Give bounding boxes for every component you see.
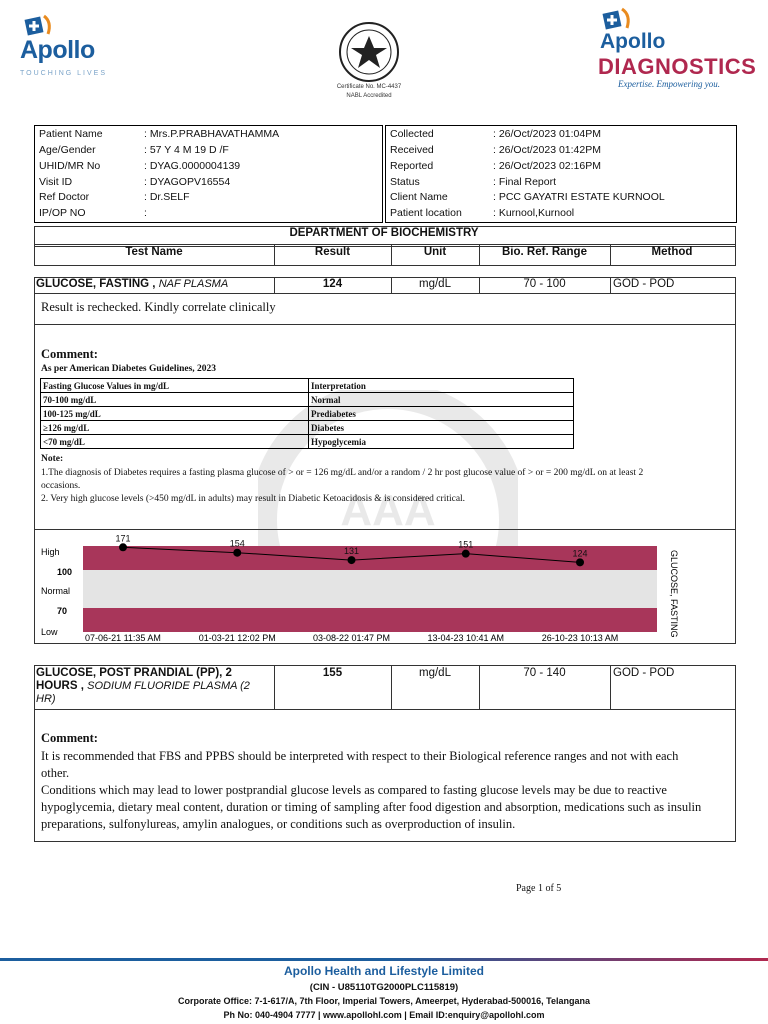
range-pp: 70 - 140 — [523, 667, 566, 679]
apollo-tagline: TOUCHING LIVES — [20, 70, 107, 77]
table-row — [41, 379, 574, 393]
label-visit-id: Visit ID — [39, 176, 73, 188]
diag-apollo-word: Apollo — [600, 30, 666, 53]
value-age-gender: : 57 Y 4 M 19 D /F — [144, 144, 229, 156]
data-point — [119, 543, 127, 551]
comment2-line: It is recommended that FBS and PPBS should be interpreted with respect to their Biological reference ranges and not with each — [41, 749, 679, 763]
note-1: 1.The diagnosis of Diabetes requires a fasting plasma glucose of > or = 126 mg/dL and/or a random / 2 hr post glucose value of > or = 200 mg/dL on at least 2 — [41, 468, 644, 478]
diag-tagline: Expertise. Empowering you. — [618, 79, 720, 89]
comment1-title: Comment: — [41, 347, 98, 361]
label-high: High — [41, 547, 60, 557]
label-ref-doctor: Ref Doctor — [39, 191, 90, 203]
glucose-trend-chart — [35, 530, 735, 642]
result-fasting: 124 — [322, 278, 343, 290]
band-normal — [83, 570, 657, 608]
test-name-fasting-text: GLUCOSE, FASTING , — [36, 278, 156, 290]
unit-fasting: mg/dL — [419, 278, 451, 290]
value-visit-id: : DYAGOPV16554 — [144, 176, 231, 188]
data-point — [348, 556, 356, 564]
value-ip-op: : — [144, 207, 147, 219]
footer-company: Apollo Health and Lifestyle Limited — [283, 964, 485, 978]
footer-contact: Ph No: 040-4904 7777 | www.apollohl.com | Email ID:enquiry@apollohl.com — [223, 1010, 545, 1020]
fasting-remark: Result is rechecked. Kindly correlate clinically — [41, 300, 276, 314]
nabl-accredited: NABL Accredited — [346, 93, 392, 99]
method-fasting: GOD - POD — [613, 278, 675, 290]
col-method: Method — [651, 246, 693, 258]
table-cell: Interpretation — [309, 379, 574, 393]
band-low — [83, 608, 657, 632]
range-fasting: 70 - 100 — [523, 278, 566, 290]
specimen-pp: SODIUM FLUORIDE PLASMA (2 — [87, 680, 250, 692]
value-collected: : 26/Oct/2023 01:04PM — [493, 128, 601, 140]
table-cell: 70-100 mg/dL — [41, 393, 309, 407]
note-2: 2. Very high glucose levels (>450 mg/dL in adults) may result in Diabetic Ketoacidosis & is considered critical. — [41, 494, 466, 504]
test-name-pp — [36, 667, 272, 706]
label-patient-name: Patient Name — [39, 128, 103, 140]
value-reported: : 26/Oct/2023 02:16PM — [493, 160, 601, 172]
value-status: : Final Report — [493, 176, 557, 188]
label-client-name: Client Name — [390, 191, 448, 203]
table-cell: 100-125 mg/dL — [41, 407, 309, 421]
department-title: DEPARTMENT OF BIOCHEMISTRY — [289, 227, 479, 239]
value-client-name: : PCC GAYATRI ESTATE KURNOOL — [493, 191, 665, 203]
table-row — [41, 407, 574, 421]
data-label: 131 — [343, 546, 360, 557]
svg-text:AAA: AAA — [340, 486, 436, 535]
comment1-subtitle: As per American Diabetes Guidelines, 2023 — [41, 364, 217, 374]
specimen-pp-2: HR) — [36, 693, 56, 705]
data-point — [462, 550, 470, 558]
x-tick-label: 07-06-21 11:35 AM — [85, 633, 161, 642]
label-100: 100 — [57, 567, 73, 577]
nabl-certificate: Certificate No. MC-4437 — [336, 84, 402, 90]
label-reported: Reported — [390, 160, 434, 172]
col-range: Bio. Ref. Range — [502, 246, 587, 258]
value-patient-location: : Kurnool,Kurnool — [493, 207, 575, 219]
footer-office: Corporate Office: 7-1-617/A, 7th Floor, Imperial Towers, Ameerpet, Hyderabad-500016, Telangana — [178, 996, 590, 1006]
comment2-line: other. — [41, 766, 70, 780]
label-age-gender: Age/Gender — [39, 144, 96, 156]
x-tick-label: 13-04-23 10:41 AM — [427, 633, 505, 642]
label-status: Status — [390, 176, 420, 188]
specimen-fasting: NAF PLASMA — [158, 278, 229, 290]
col-unit: Unit — [423, 246, 447, 258]
data-point — [233, 549, 241, 557]
apollo-diagnostics-logo — [596, 6, 761, 96]
value-uhid: : DYAG.0000004139 — [144, 160, 241, 172]
value-received: : 26/Oct/2023 01:42PM — [493, 144, 601, 156]
label-low: Low — [41, 627, 58, 637]
test-name-pp-text2: HOURS , — [36, 680, 84, 692]
table-cell: Normal — [309, 393, 574, 407]
apollo-wordmark: Apollo — [20, 36, 95, 64]
label-uhid: UHID/MR No — [39, 160, 101, 172]
test-name-fasting — [36, 278, 228, 290]
label-normal: Normal — [41, 586, 71, 596]
col-test-name: Test Name — [125, 246, 183, 258]
x-tick-label: 03-08-22 01:47 PM — [312, 633, 391, 642]
test-name-pp-text: GLUCOSE, POST PRANDIAL (PP), 2 — [36, 667, 232, 679]
diag-diagnostics-word: DIAGNOSTICS — [598, 54, 757, 79]
apollo-logo — [18, 12, 128, 82]
label-collected: Collected — [390, 128, 434, 140]
table-cell: Hypoglycemia — [309, 435, 574, 449]
label-ip-op: IP/OP NO — [39, 207, 86, 219]
chart-side-label: GLUCOSE, FASTING — [669, 550, 679, 638]
fasting-interpretation-table — [40, 378, 574, 449]
comment2-line: hypoglycemia, dietary meal content, duration or timing of sampling after food digestion and absorption, medications such as insulin — [41, 800, 702, 814]
nabl-seal-icon — [339, 22, 399, 82]
table-cell: <70 mg/dL — [41, 435, 309, 449]
table-row — [41, 393, 574, 407]
table-cell: ≥126 mg/dL — [41, 421, 309, 435]
result-pp: 155 — [322, 667, 343, 679]
page-number: Page 1 of 5 — [516, 883, 562, 894]
table-cell: Fasting Glucose Values in mg/dL — [41, 379, 309, 393]
col-result: Result — [314, 246, 351, 258]
table-row — [41, 435, 574, 449]
value-patient-name: : Mrs.P.PRABHAVATHAMMA — [144, 128, 280, 140]
x-tick-label: 26-10-23 10:13 AM — [541, 633, 619, 642]
data-point — [576, 558, 584, 566]
data-label: 154 — [229, 538, 245, 549]
method-pp: GOD - POD — [613, 667, 675, 679]
unit-pp: mg/dL — [419, 667, 451, 679]
label-70: 70 — [57, 606, 68, 616]
footer-rule — [0, 958, 768, 961]
x-tick-label: 01-03-21 12:02 PM — [198, 633, 276, 642]
table-cell: Prediabetes — [309, 407, 574, 421]
note-1b: occasions. — [41, 481, 81, 491]
table-cell: Diabetes — [309, 421, 574, 435]
table-row — [41, 421, 574, 435]
label-patient-location: Patient location — [390, 207, 462, 219]
data-label: 124 — [572, 548, 588, 559]
data-label: 171 — [115, 533, 131, 544]
nabl-accreditation — [330, 22, 408, 98]
footer-cin: (CIN - U85110TG2000PLC115819) — [309, 982, 459, 993]
comment2-line: Conditions which may lead to lower postprandial glucose levels as compared to fasting glucose levels may be due to reactive — [41, 783, 667, 797]
label-received: Received — [390, 144, 434, 156]
comment2-body — [41, 748, 737, 833]
comment2-line: preparations, sulfonylureas, amylin analogues, or conditions such as overproduction of insulin. — [41, 817, 516, 831]
data-label: 151 — [458, 539, 474, 550]
comment2-title: Comment: — [41, 731, 98, 745]
value-ref-doctor: : Dr.SELF — [144, 191, 190, 203]
note-title: Note: — [41, 454, 64, 464]
